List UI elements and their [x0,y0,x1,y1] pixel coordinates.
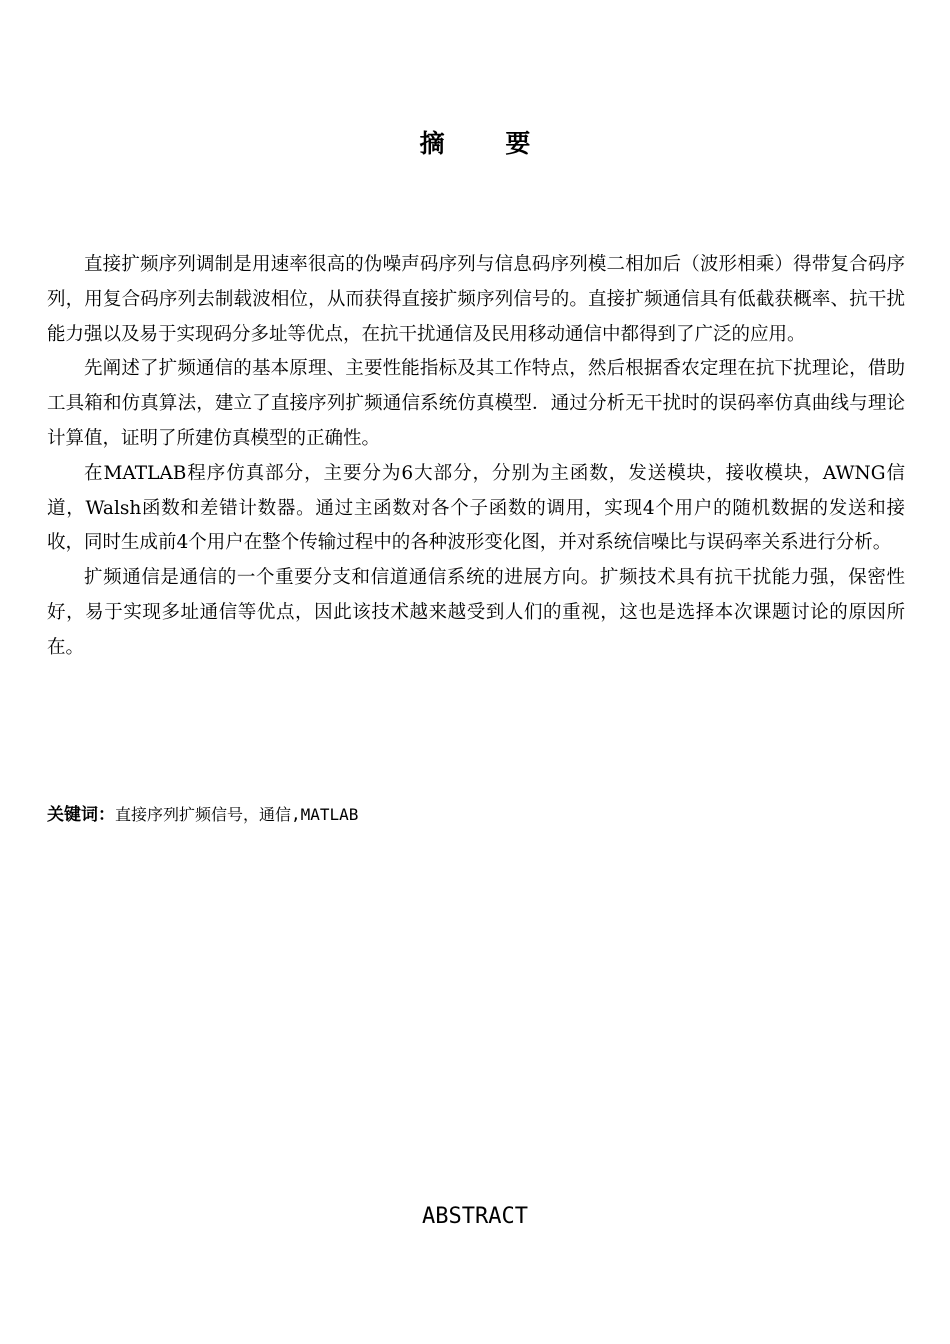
paragraph-2: 先阐述了扩频通信的基本原理、主要性能指标及其工作特点，然后根据香农定理在抗下扰理论，借助工具箱和仿真算法，建立了直接序列扩频通信系统仿真模型．通过分析无干扰时的误码率仿真曲线与理论计算值，证明了所建仿真模型的正确性。 [47,358,905,449]
abstract-body [47,248,905,666]
keywords-label: 关键词： [47,805,115,825]
abstract-heading: ABSTRACT [422,1204,528,1229]
page-title: 摘 要 [419,129,557,158]
keywords-value: 直接序列扩频信号，通信,MATLAB [115,805,359,824]
keywords-line [47,798,905,832]
paragraph-3: 在MATLAB程序仿真部分，主要分为6大部分，分别为主函数，发送模块，接收模块，AWNG信道，Walsh函数和差错计数器。通过主函数对各个子函数的调用，实现4个用户的随机数据的发送和接收，同时生成前4个用户在整个传输过程中的各种波形变化图，并对系统信噪比与误码率关系进行分析。 [47,462,905,554]
paragraph-1: 直接扩频序列调制是用速率很高的伪噪声码序列与信息码序列模二相加后（波形相乘）得带复合码序列，用复合码序列去制载波相位，从而获得直接扩频序列信号的。直接扩频通信具有低截获概率、抗干扰能力强以及易于实现码分多址等优点，在抗干扰通信及民用移动通信中都得到了广泛的应用。 [47,254,905,345]
paragraph-4: 扩频通信是通信的一个重要分支和信道通信系统的进展方向。扩频技术具有抗干扰能力强，保密性好，易于实现多址通信等优点，因此该技术越来越受到人们的重视，这也是选择本次课题讨论的原因所在。 [47,567,905,658]
